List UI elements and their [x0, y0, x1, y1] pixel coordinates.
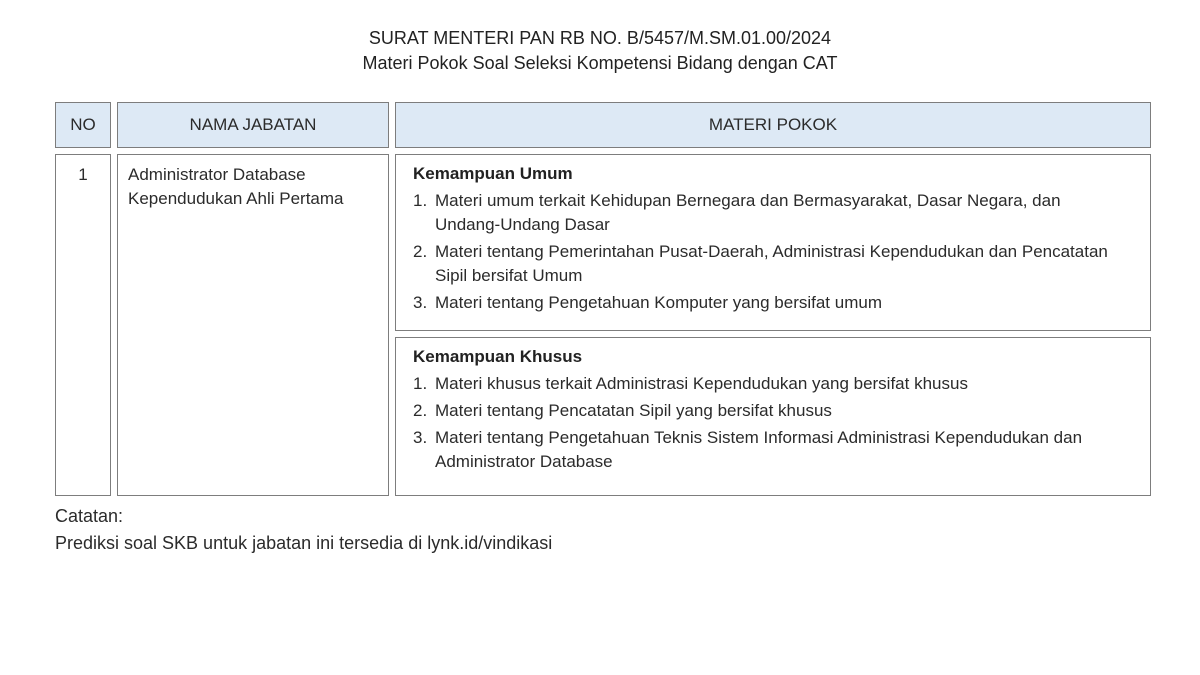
- list-item-text: Materi tentang Pengetahuan Teknis Sistem Informasi Administrasi Kependudukan dan Administrator Database: [435, 428, 1083, 471]
- list-item-number: 2.: [413, 401, 428, 420]
- section-kemampuan-khusus: [395, 337, 1151, 496]
- section-title: Kemampuan Khusus: [413, 347, 583, 366]
- list-item-number: 2.: [413, 242, 428, 261]
- list-item: [413, 399, 1130, 423]
- section-title: Kemampuan Umum: [413, 164, 573, 183]
- header-nama-jabatan: [117, 102, 389, 148]
- header-materi-pokok-label: MATERI POKOK: [708, 115, 838, 134]
- list-item-number: 1.: [413, 374, 428, 393]
- header-nama-jabatan-label: NAMA JABATAN: [189, 115, 317, 134]
- list-item-text: Materi umum terkait Kehidupan Bernegara dan Bermasyarakat, Dasar Negara, dan Undang-Undang Dasar: [435, 191, 1061, 234]
- header-materi-pokok: [395, 102, 1151, 148]
- list-item-text: Materi khusus terkait Administrasi Kependudukan yang bersifat khusus: [435, 374, 968, 393]
- list-item: [413, 240, 1130, 288]
- cell-nama-jabatan: [117, 154, 389, 496]
- note-block: [55, 503, 552, 557]
- header-no-label: NO: [70, 115, 96, 134]
- list-item-text: Materi tentang Pemerintahan Pusat-Daerah, Administrasi Kependudukan dan Pencatatan Sipil bersifat Umum: [435, 242, 1108, 285]
- list-item-number: 3.: [413, 293, 428, 312]
- materi-list: [413, 189, 1130, 315]
- list-item-number: 1.: [413, 191, 428, 210]
- document-header: [0, 26, 1200, 76]
- document-title: SURAT MENTERI PAN RB NO. B/5457/M.SM.01.00/2024: [368, 28, 832, 48]
- materi-list: [413, 372, 1130, 474]
- section-kemampuan-umum: [395, 154, 1151, 331]
- cell-no: [55, 154, 111, 496]
- note-label: Catatan:: [55, 506, 124, 526]
- note-text: Prediksi soal SKB untuk jabatan ini tersedia di lynk.id/vindikasi: [55, 533, 553, 553]
- job-title: Administrator Database Kependudukan Ahli Pertama: [128, 165, 344, 208]
- list-item-text: Materi tentang Pengetahuan Komputer yang bersifat umum: [435, 293, 882, 312]
- list-item: [413, 372, 1130, 396]
- list-item: [413, 426, 1130, 474]
- list-item: [413, 291, 1130, 315]
- list-item: [413, 189, 1130, 237]
- list-item-number: 3.: [413, 428, 428, 447]
- document-subtitle: Materi Pokok Soal Seleksi Kompetensi Bidang dengan CAT: [362, 53, 838, 73]
- row-number: 1: [78, 165, 88, 184]
- header-no: [55, 102, 111, 148]
- list-item-text: Materi tentang Pencatatan Sipil yang bersifat khusus: [435, 401, 832, 420]
